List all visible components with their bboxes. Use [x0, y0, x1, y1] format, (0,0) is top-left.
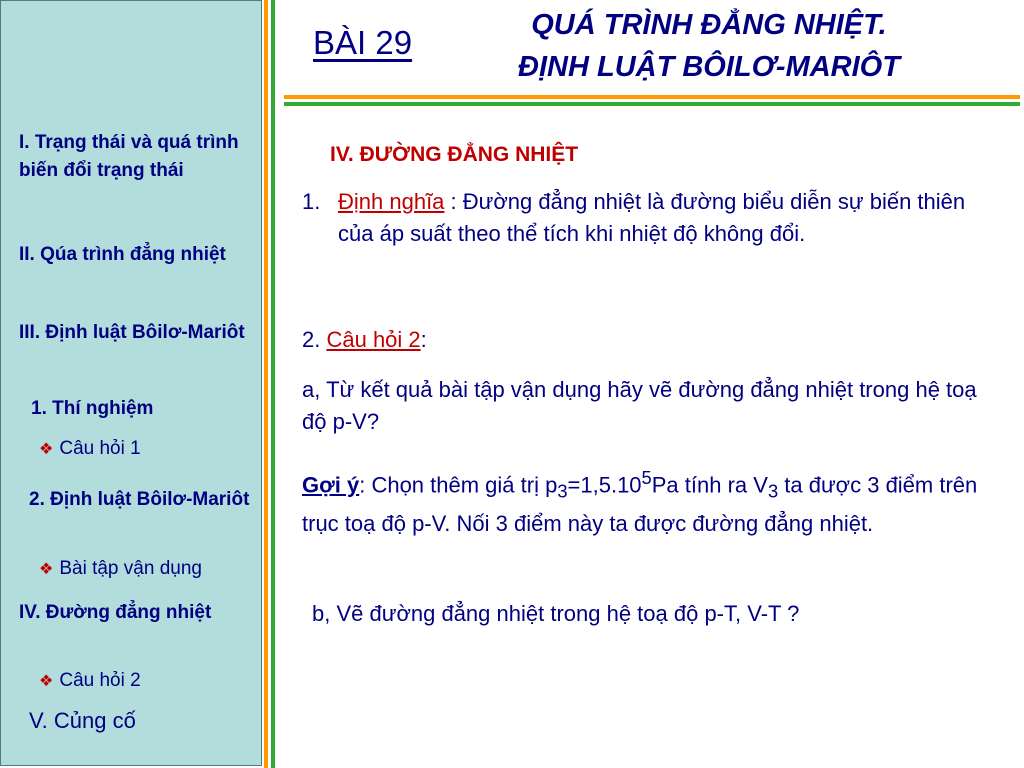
hint-sub-1: 3: [557, 480, 568, 502]
question-heading: [302, 324, 427, 356]
diamond-bullet-icon: ❖: [39, 561, 54, 578]
sidebar-item-8[interactable]: IV. Đường đẳng nhiệt: [19, 602, 212, 623]
sidebar-item-6[interactable]: 2. Định luật Bôilơ-Mariôt: [29, 489, 250, 510]
sidebar-item-9[interactable]: [39, 667, 259, 696]
title-line-2: ĐỊNH LUẬT BÔILƠ-MARIÔT: [518, 51, 900, 83]
part-a-text: a, Từ kết quả bài tập vận dụng hãy vẽ đường đẳng nhiệt trong hệ toạ độ p-V?: [302, 377, 977, 434]
sidebar-item-10[interactable]: V. Củng cố: [29, 708, 136, 733]
header-line-green: [284, 102, 1020, 106]
lesson-number: BÀI 29: [313, 24, 413, 61]
title-line-1: QUÁ TRÌNH ĐẲNG NHIỆT.: [531, 9, 887, 41]
sidebar-item-1[interactable]: I. Trạng thái và quá trình biến đổi trạng thái: [19, 132, 239, 181]
sidebar-item-2[interactable]: II. Qúa trình đẳng nhiệt: [19, 244, 226, 265]
part-b-text: b, Vẽ đường đẳng nhiệt trong hệ toạ độ p-T, V-T ?: [312, 601, 800, 626]
definition-text: : Đường đẳng nhiệt là đường biểu diễn sự biến thiên của áp suất theo thể tích khi nhiệt độ không đổi.: [338, 189, 966, 246]
hint-sup: 5: [641, 467, 652, 488]
page-title: [474, 4, 944, 88]
sidebar-item-4[interactable]: 1. Thí nghiệm: [31, 398, 154, 419]
section-title: IV. ĐƯỜNG ĐẲNG NHIỆT: [330, 143, 579, 166]
sidebar-item-5[interactable]: [39, 435, 259, 464]
definition-term: Định nghĩa: [338, 189, 445, 214]
sidebar-item-9-label: Câu hỏi 2: [59, 670, 141, 691]
hint-block: [302, 462, 992, 540]
header-line-orange: [284, 95, 1020, 99]
vertical-stripe-green: [271, 0, 275, 768]
hint-text-3: Pa tính ra V: [651, 472, 768, 498]
sidebar-item-5-label: Câu hỏi 1: [59, 438, 141, 459]
sidebar-item-3[interactable]: III. Định luật Bôilơ-Mariôt: [19, 322, 245, 343]
sidebar-item-7[interactable]: [39, 555, 264, 584]
definition-block: [338, 186, 988, 250]
hint-text-2: =1,5.10: [567, 472, 642, 498]
diamond-bullet-icon: ❖: [39, 673, 54, 690]
diamond-bullet-icon: ❖: [39, 441, 54, 458]
hint-text-1: : Chọn thêm giá trị p: [359, 472, 558, 498]
hint-sub-2: 3: [767, 480, 779, 502]
question-colon: :: [420, 327, 427, 352]
sidebar-item-7-label: Bài tập vận dụng: [59, 558, 202, 579]
question-term: Câu hỏi 2: [326, 327, 421, 352]
definition-number: 1.: [302, 189, 321, 214]
sidebar: [0, 0, 262, 766]
question-number: 2.: [302, 327, 327, 352]
hint-text-4: ta được 3 điểm trên trục toạ độ p-V. Nối 3 điểm này ta được đường đẳng nhiệt.: [302, 472, 978, 536]
hint-label: Gợi ý: [302, 472, 360, 498]
